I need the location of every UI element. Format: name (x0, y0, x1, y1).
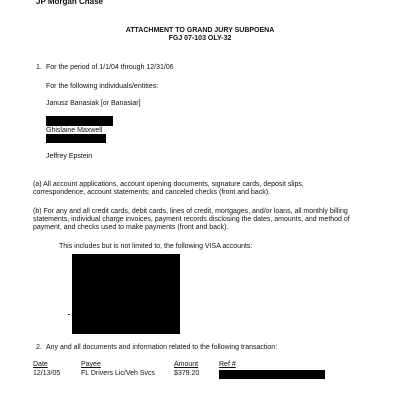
document-title: ATTACHMENT TO GRAND JURY SUBPOENA (125, 27, 275, 34)
table-header-amount: Amount (174, 361, 199, 368)
table-cell-amount: $379.20 (174, 370, 200, 377)
paragraph-a: (a) All account applications, account opening documents, signature cards, deposit slips, correspondence, account statements; and canceled checks (front and back). (33, 181, 304, 196)
table-header-payee: Payee (81, 361, 101, 368)
table-cell-payee: FL Drivers Lic/Veh Svcs (81, 370, 156, 377)
visa-accounts-intro: This includes but is not limited to, the following VISA accounts: (59, 243, 253, 250)
section-1-period: For the period of 1/1/04 through 12/31/06 (46, 64, 174, 71)
section-2-text: Any and all documents and information related to the following transaction: (46, 344, 278, 351)
redaction-bar (46, 134, 106, 143)
redaction-bar (46, 116, 113, 126)
org-name: JP Morgan Chase (36, 0, 103, 6)
paragraph-b: (b) For any and all credit cards, debit cards, lines of credit, mortgages, and/or loans, all monthly billing statements, individual charge invoices, payment records disclosing the dates, amounts, and method of payment, and checks used to make payments (front and back). (33, 208, 350, 231)
redacted-visa-accounts (72, 254, 180, 334)
table-header-ref: Ref # (219, 361, 236, 368)
scan-speck (68, 314, 70, 315)
name-item: Jeffrey Epstein (46, 153, 93, 160)
name-item: Janusz Banasiak [or Banasiar] (46, 100, 141, 107)
table-header-date: Date (33, 361, 48, 368)
section-2-number: 2. (36, 344, 42, 351)
table-cell-date: 12/13/05 (33, 370, 61, 377)
name-item: Ghislaine Maxwell (46, 127, 103, 134)
section-1-intro: For the following individuals/entities: (46, 83, 159, 90)
subpoena-reference: FGJ 07-103 OLY-32 (168, 35, 232, 42)
redacted-reference-number (219, 370, 325, 379)
section-1-number: 1. (36, 64, 42, 71)
